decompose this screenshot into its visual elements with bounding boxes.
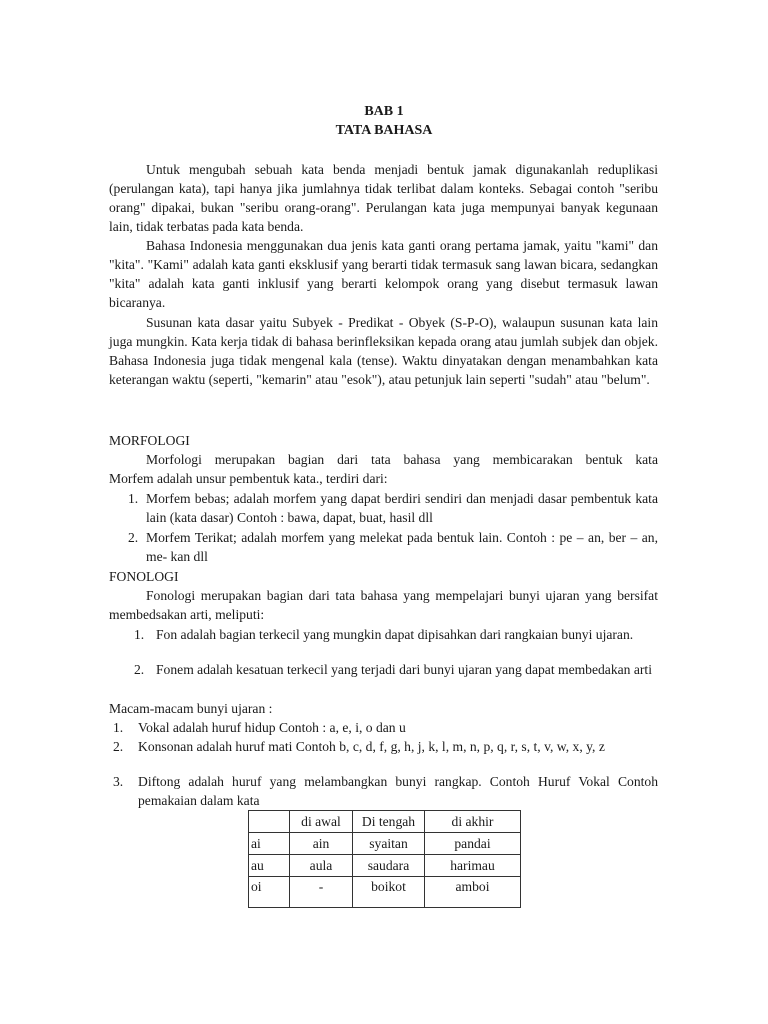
table-cell: amboi	[425, 877, 521, 908]
list-number: 1.	[128, 491, 139, 506]
table-cell: aula	[290, 855, 353, 877]
list-number: 1.	[134, 627, 145, 642]
list-number: 2.	[134, 662, 145, 677]
table-cell: oi	[249, 877, 290, 908]
list-text: Vokal adalah huruf hidup Contoh : a, e, i, o dan u	[138, 720, 406, 735]
list-item-fon	[134, 625, 658, 644]
table-header-cell	[249, 811, 290, 833]
list-number: 2.	[128, 530, 139, 545]
table-row	[249, 855, 521, 877]
list-number: 2.	[113, 739, 124, 754]
table-cell: syaitan	[353, 833, 425, 855]
macam-bunyi-heading: Macam-macam bunyi ujaran :	[109, 701, 273, 716]
section-heading-fonologi: FONOLOGI	[109, 569, 179, 584]
list-number: 1.	[113, 720, 124, 735]
list-text: Morfem Terikat; adalah morfem yang melekat pada bentuk lain. Contoh : pe – an, ber – an, me- kan dll	[146, 530, 658, 564]
diftong-table	[248, 810, 521, 908]
section-heading-morfologi: MORFOLOGI	[109, 433, 190, 448]
list-item-morfem-terikat	[128, 528, 658, 566]
table-cell: harimau	[425, 855, 521, 877]
table-header-row	[249, 811, 521, 833]
table-header-cell: di awal	[290, 811, 353, 833]
table-row	[249, 877, 521, 908]
list-text: Fonem adalah kesatuan terkecil yang terjadi dari bunyi ujaran yang dapat membedakan arti	[156, 662, 652, 677]
list-item-diftong	[113, 772, 658, 810]
fonologi-definition: Fonologi merupakan bagian dari tata bahasa yang mempelajari bunyi ujaran yang bersifat membedsakan arti, meliputi:	[109, 588, 658, 622]
paragraph-kata-ganti: Bahasa Indonesia menggunakan dua jenis kata ganti orang pertama jamak, yaitu "kami" dan "kita". "Kami" adalah kata ganti eksklusif yang berarti tidak termasuk sang lawan bicara, sedangkan "kita" adalah kata ganti inklusif yang berarti kelompok orang yang disebut termasuk lawan bicaranya.	[109, 238, 658, 310]
list-item-vokal	[113, 718, 658, 737]
chapter-number: BAB 1	[364, 104, 404, 119]
morfologi-definition: Morfologi merupakan bagian dari tata bahasa yang membicarakan bentuk kata	[146, 452, 658, 467]
table-cell: boikot	[353, 877, 425, 908]
table-cell: saudara	[353, 855, 425, 877]
list-text: Morfem bebas; adalah morfem yang dapat berdiri sendiri dan menjadi dasar pembentuk kata lain (kata dasar) Contoh : bawa, dapat, buat, hasil dll	[146, 491, 658, 525]
table-cell: ain	[290, 833, 353, 855]
paragraph-susunan-kata: Susunan kata dasar yaitu Subyek - Predikat - Obyek (S-P-O), walaupun susunan kata lain juga mungkin. Kata kerja tidak di bahasa berinfleksikan kepada orang atau jumlah subjek dan objek. Bahasa Indonesia juga tidak mengenal kala (tense). Waktu dinyatakan dengan menambahkan kata keterangan waktu (seperti, "kemarin" atau "esok"), atau petunjuk lain seperti "sudah" atau "belum".	[109, 315, 658, 387]
morfem-definition: Morfem adalah unsur pembentuk kata., terdiri dari:	[109, 471, 388, 486]
paragraph-reduplikasi: Untuk mengubah sebuah kata benda menjadi bentuk jamak digunakanlah reduplikasi (perulangan kata), tapi hanya jika jumlahnya tidak terlibat dalam konteks. Sebagai contoh "seribu orang" dipakai, bukan "seribu orang-orang". Perulangan kata juga mempunyai banyak kegunaan lain, tidak terbatas pada kata benda.	[109, 162, 658, 234]
list-text: Fon adalah bagian terkecil yang mungkin dapat dipisahkan dari rangkaian bunyi ujaran.	[156, 627, 634, 642]
table-header-cell: di akhir	[425, 811, 521, 833]
table-row	[249, 833, 521, 855]
chapter-title: TATA BAHASA	[335, 123, 433, 138]
list-item-fonem	[134, 660, 658, 679]
list-text: Diftong adalah huruf yang melambangkan bunyi rangkap. Contoh Huruf Vokal Contoh pemakaian dalam kata	[138, 774, 658, 808]
list-item-konsonan	[113, 737, 658, 756]
table-header-cell: Di tengah	[353, 811, 425, 833]
list-number: 3.	[113, 774, 124, 789]
table-cell: au	[249, 855, 290, 877]
table-cell: ai	[249, 833, 290, 855]
table-cell: -	[290, 877, 353, 908]
table-cell: pandai	[425, 833, 521, 855]
list-text: Konsonan adalah huruf mati Contoh b, c, d, f, g, h, j, k, l, m, n, p, q, r, s, t, v, w, x, y, z	[138, 739, 605, 754]
list-item-morfem-bebas	[128, 489, 658, 527]
